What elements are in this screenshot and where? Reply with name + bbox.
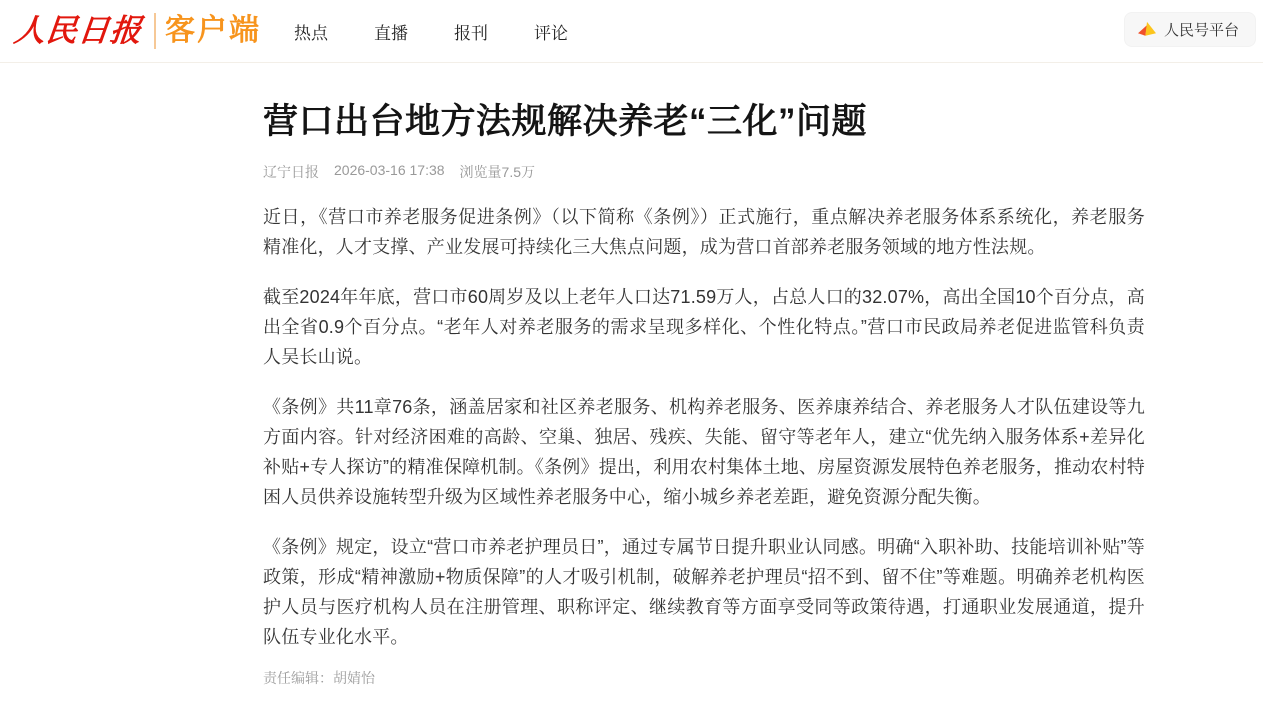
- logo-client-text: 客户端: [165, 14, 261, 47]
- nav-item-newspaper[interactable]: 报刊: [454, 23, 488, 43]
- article-view-count: 浏览量7.5万: [459, 163, 536, 180]
- peoples-account-platform-button[interactable]: [1124, 12, 1256, 47]
- logo-calligraphy-text: 人民日报: [12, 12, 144, 49]
- main-nav: [294, 0, 568, 62]
- article-timestamp: 2026-03-16 17:38: [334, 161, 445, 178]
- article-source: 辽宁日报: [263, 163, 319, 180]
- nav-item-comments[interactable]: 评论: [534, 23, 568, 43]
- article-title: 营口出台地方法规解决养老“三化”问题: [263, 102, 868, 141]
- article-editor-credit: 责任编辑：胡婧怡: [263, 669, 375, 686]
- article-paragraph: 近日，《营口市养老服务促进条例》（以下简称《条例》）正式施行，重点解决养老服务体系系统化，养老服务精准化，人才支撑、产业发展可持续化三大焦点问题，成为营口首部养老服务领域的地方性法规。: [263, 206, 1145, 257]
- article-body: [263, 202, 1145, 652]
- nav-item-hotspots[interactable]: 热点: [294, 23, 328, 43]
- top-header: [0, 0, 1263, 63]
- peoples-daily-logo[interactable]: [14, 0, 261, 62]
- platform-button-label: 人民号平台: [1163, 22, 1239, 39]
- paper-plane-icon: [1137, 21, 1157, 39]
- article-paragraph: 《条例》规定，设立“营口市养老护理员日”，通过专属节日提升职业认同感。明确“入职补助、技能培训补贴”等政策，形成“精神激励+物质保障”的人才吸引机制，破解养老护理员“招不到、留不住”等难题。明确养老机构医护人员与医疗机构人员在注册管理、职称评定、继续教育等方面享受同等政策待遇，打通职业发展通道，提升队伍专业化水平。: [263, 536, 1145, 647]
- article-container: [263, 63, 1145, 688]
- article-meta: [263, 162, 1145, 182]
- article-paragraph: 《条例》共11章76条，涵盖居家和社区养老服务、机构养老服务、医养康养结合、养老服务人才队伍建设等九方面内容。针对经济困难的高龄、空巢、独居、残疾、失能、留守等老年人，建立“优先纳入服务体系+差异化补贴+专人探访”的精准保障机制。《条例》提出，利用农村集体土地、房屋资源发展特色养老服务，推动农村特困人员供养设施转型升级为区域性养老服务中心，缩小城乡养老差距，避免资源分配失衡。: [263, 396, 1145, 507]
- article-paragraph: 截至2024年年底，营口市60周岁及以上老年人口达71.59万人，占总人口的32.07%，高出全国10个百分点，高出全省0.9个百分点。“老年人对养老服务的需求呈现多样化、个性化特点。”营口市民政局养老促进监管科负责人吴长山说。: [263, 286, 1145, 367]
- logo-divider: [154, 13, 156, 49]
- nav-item-live[interactable]: 直播: [374, 23, 408, 43]
